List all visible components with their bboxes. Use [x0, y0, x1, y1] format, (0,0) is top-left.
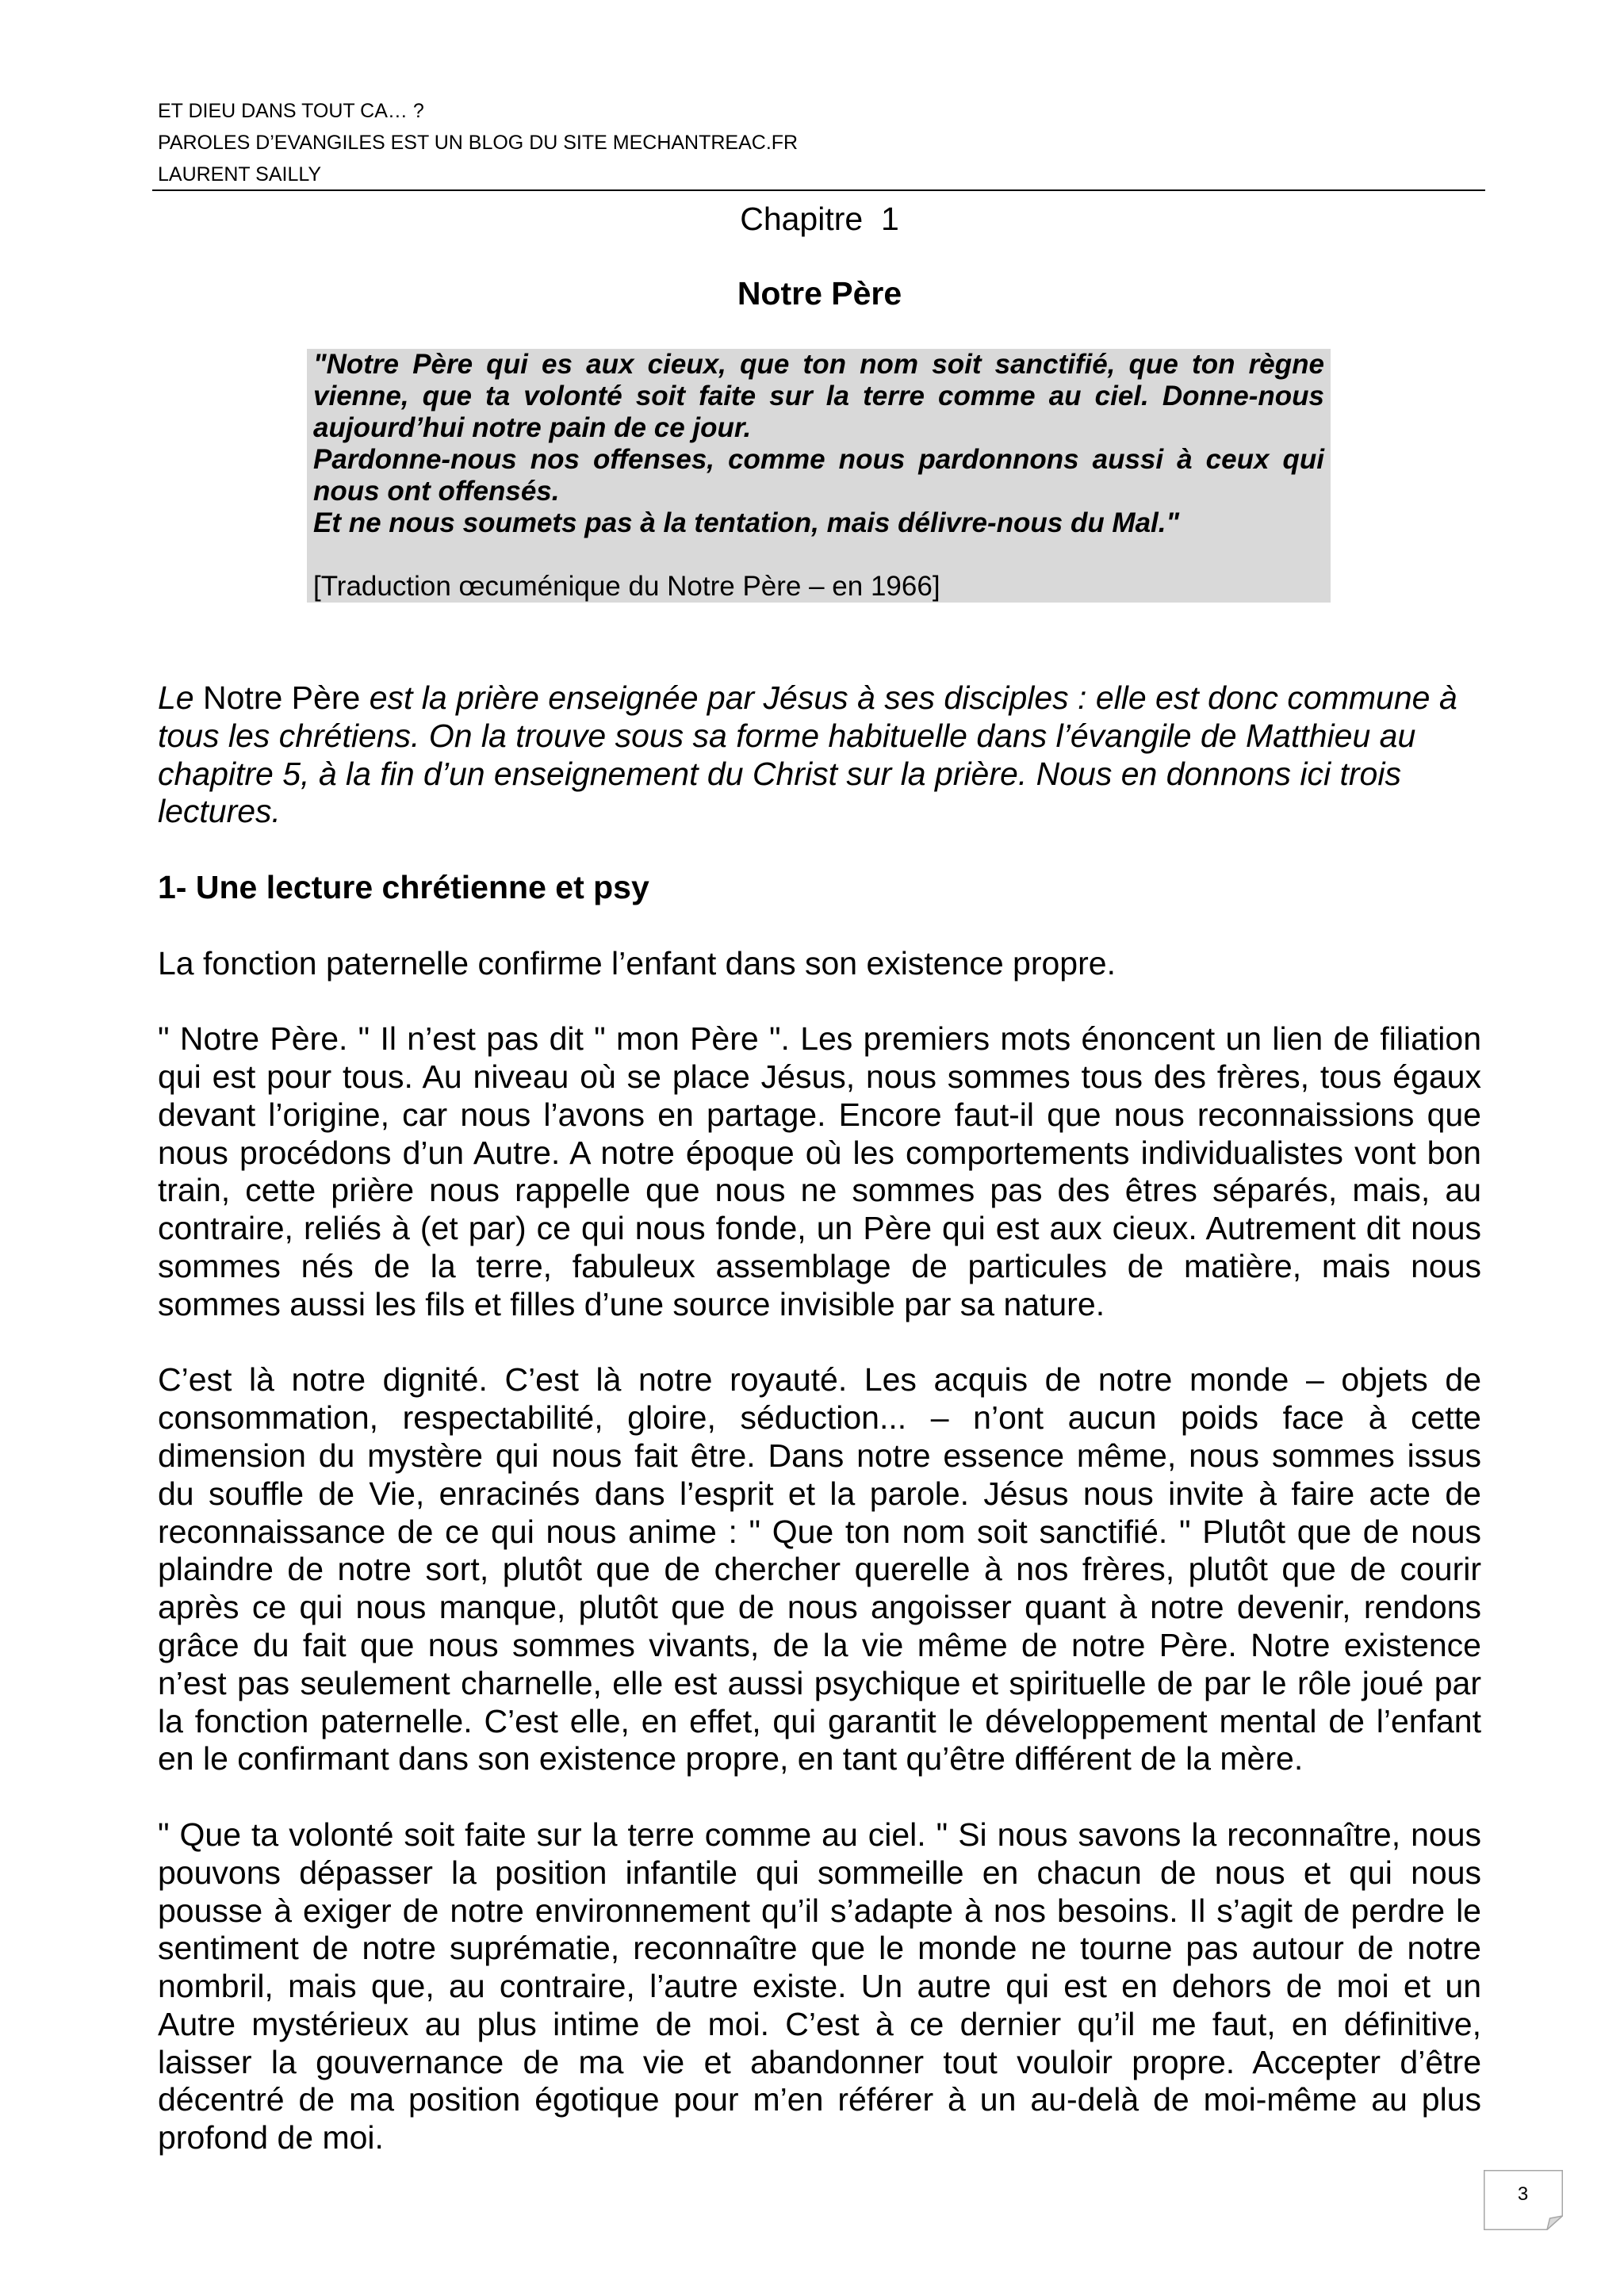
- intro-lead: Le: [158, 679, 194, 716]
- prayer-line: Et ne nous soumets pas à la tentation, mais délivre-nous du Mal.": [313, 507, 1180, 538]
- prayer-line: Pardonne-nous nos offenses, comme nous pardonnons aussi à ceux qui: [313, 444, 1324, 475]
- intro-line: chapitre 5, à la fin d’un enseignement du Christ sur la prière. Nous en donnons ici trois: [158, 755, 1401, 792]
- paragraph-line: sommes nés de la terre, fabuleux assemblage de particules de matière, mais nous: [158, 1247, 1481, 1284]
- paragraph-line: pousse à exiger de notre environnement qu’il s’adapte à nos besoins. Il s’agit de perdre le: [158, 1892, 1481, 1929]
- section-summary: La fonction paternelle confirme l’enfant dans son existence propre.: [158, 944, 1116, 982]
- prayer-line: "Notre Père qui es aux cieux, que ton nom soit sanctifié, que ton règne: [313, 349, 1324, 380]
- paragraph-line: nombril, mais que, au contraire, l’autre existe. Un autre qui est en dehors de moi et un: [158, 1968, 1481, 2005]
- intro-line: [158, 679, 1481, 718]
- prayer-line: vienne, que ta volonté soit faite sur la terre comme au ciel. Donne-nous: [313, 381, 1324, 411]
- paragraph-line: C’est là notre dignité. C’est là notre royauté. Les acquis de notre monde – objets de: [158, 1361, 1481, 1399]
- paragraph-line: dimension du mystère qui nous fait être. Dans notre essence même, nous sommes issus: [158, 1437, 1481, 1474]
- paragraph-filiation: [158, 1020, 1481, 1323]
- intro-line-rest: est la prière enseignée par Jésus à ses disciples : elle est donc commune à: [369, 679, 1457, 716]
- prayer-line: aujourd’hui notre pain de ce jour.: [313, 412, 752, 443]
- paragraph-line: sentiment de notre suprématie, reconnaître que le monde ne tourne pas autour de notre: [158, 1930, 1481, 1967]
- paragraph-line: devant l’origine, car nous l’avons en partage. Encore faut-il que nous reconnaissions que: [158, 1096, 1481, 1133]
- paragraph-gap: [158, 907, 1481, 945]
- intro-line: tous les chrétiens. On la trouve sous sa forme habituelle dans l’évangile de Matthieu au: [158, 717, 1416, 754]
- paragraph-line: en le confirmant dans son existence propre, en tant qu’être différent de la mère.: [158, 1740, 1304, 1777]
- paragraph-gap: [158, 1324, 1481, 1362]
- paragraph-will: [158, 1816, 1481, 2157]
- prayer-quote-box: [307, 349, 1331, 603]
- paragraph-gap: [158, 1778, 1481, 1816]
- paragraph-line: " Que ta volonté soit faite sur la terre comme au ciel. " Si nous savons la reconnaître, nous: [158, 1816, 1481, 1853]
- header-rule: [152, 189, 1485, 191]
- paragraph-line: pouvons dépasser la position infantile qui sommeille en chacun de nous et qui nous: [158, 1854, 1481, 1891]
- chapter-label: Chapitre 1: [740, 201, 899, 237]
- paragraph-gap: [158, 831, 1481, 869]
- paragraph-line: train, cette prière nous rappelle que nous ne sommes pas des êtres séparés, mais, au: [158, 1172, 1481, 1209]
- paragraph-line: qui est pour tous. Au niveau où se place Jésus, nous sommes tous des frères, tous égaux: [158, 1058, 1481, 1095]
- chapter-title: Notre Père: [737, 275, 902, 312]
- paragraph-line: profond de moi.: [158, 2119, 384, 2156]
- paragraph-line: contraire, reliés à (et par) ce qui nous fonde, un Père qui est aux cieux. Autrement dit nous: [158, 1210, 1481, 1247]
- paragraph-line: consommation, respectabilité, gloire, séduction... – n’ont aucun poids face à cette: [158, 1399, 1481, 1437]
- intro-work-title: Notre Père: [203, 679, 361, 716]
- body-text: [158, 679, 1481, 2157]
- page-number-box: [1484, 2170, 1563, 2230]
- paragraph-line: du souffle de Vie, enracinés dans l’esprit et la parole. Jésus nous invite à faire acte de: [158, 1475, 1481, 1512]
- paragraph-line: laisser la gouvernance de ma vie et abandonner tout vouloir propre. Accepter d’être: [158, 2043, 1481, 2080]
- header-line-site: PAROLES D’EVANGILES EST UN BLOG DU SITE MECHANTREAC.FR: [158, 132, 799, 154]
- paragraph-line: " Notre Père. " Il n’est pas dit " mon Père ". Les premiers mots énoncent un lien de filiation: [158, 1020, 1481, 1058]
- header-line-blog-question: ET DIEU DANS TOUT CA… ?: [158, 100, 424, 122]
- intro-line: lectures.: [158, 793, 281, 830]
- paragraph-gap: [158, 982, 1481, 1020]
- section-heading: 1- Une lecture chrétienne et psy: [158, 868, 649, 905]
- prayer-line: nous ont offensés.: [313, 476, 560, 507]
- paragraph-line: la fonction paternelle. C’est elle, en effet, qui garantit le développement mental de l’enfant: [158, 1702, 1481, 1739]
- prayer-source: [Traduction œcuménique du Notre Père – en 1966]: [313, 571, 940, 602]
- paragraph-line: grâce du fait que nous sommes vivants, de la vie même de notre Père. Notre existence: [158, 1626, 1481, 1663]
- paragraph-line: Autre mystérieux au plus intime de moi. C’est à ce dernier qu’il me faut, en définitive,: [158, 2005, 1481, 2042]
- paragraph-line: reconnaissance de ce qui nous anime : " Que ton nom soit sanctifié. " Plutôt que de nous: [158, 1513, 1481, 1550]
- paragraph-line: plaindre de notre sort, plutôt que de chercher querelle à nos frères, plutôt que de courir: [158, 1551, 1481, 1588]
- running-header: [158, 95, 798, 190]
- prayer-spacer: [313, 539, 1324, 571]
- paragraph-line: n’est pas seulement charnelle, elle est aussi psychique et spirituelle de par le rôle joué par: [158, 1664, 1481, 1701]
- paragraph-line: sommes aussi les fils et filles d’une source invisible par sa nature.: [158, 1285, 1105, 1322]
- page-number: 3: [1517, 2183, 1529, 2205]
- header-line-author: LAURENT SAILLY: [158, 163, 322, 186]
- paragraph-dignity: [158, 1361, 1481, 1778]
- paragraph-line: nous procédons d’un Autre. A notre époque où les comportements individualistes vont bon: [158, 1134, 1481, 1171]
- paragraph-line: après ce qui nous manque, plutôt que de nous angoisser quant à notre devenir, rendons: [158, 1589, 1481, 1626]
- paragraph-line: décentré de ma position égotique pour m’en référer à un au-delà de moi-même au plus: [158, 2081, 1481, 2118]
